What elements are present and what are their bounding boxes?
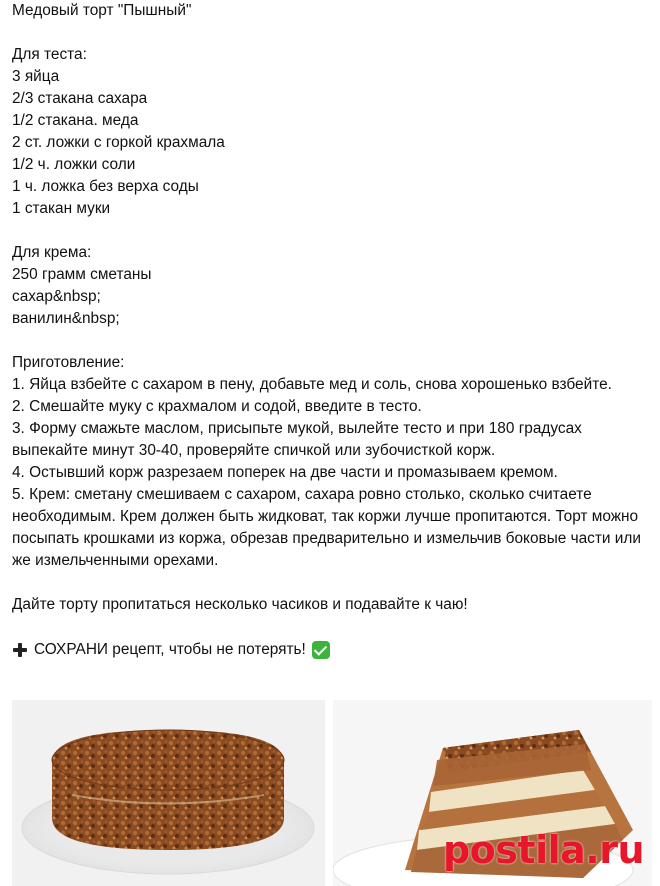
preparation-step: 2. Смешайте муку с крахмалом и содой, введите в тесто. [12, 398, 422, 415]
spacer [12, 22, 652, 44]
postila-watermark: postila.ru [442, 828, 644, 872]
check-mark-button-icon [312, 641, 330, 659]
preparation-step: 4. Остывший корж разрезаем поперек на две части и промазываем кремом. [12, 464, 558, 481]
ingredient-item: 1 ч. ложка без верха соды [12, 178, 199, 195]
ingredient-item: 1 стакан муки [12, 200, 111, 217]
ingredient-item: 1/2 ч. ложки соли [12, 156, 136, 173]
save-prompt-text: СОХРАНИ рецепт, чтобы не потерять! [34, 641, 306, 658]
closing-text: Дайте торту пропитаться несколько часиков и подавайте к чаю! [12, 596, 468, 613]
spacer [12, 220, 652, 242]
recipe-title: Медовый торт "Пышный" [12, 2, 192, 19]
cream-heading: Для крема: [12, 244, 92, 261]
cake-photo-whole[interactable] [12, 700, 325, 886]
dough-heading: Для теста: [12, 46, 87, 63]
recipe-post [12, 0, 652, 662]
ingredient-item: 250 грамм сметаны [12, 266, 152, 283]
preparation-step: 5. Крем: сметану смешиваем с сахаром, сахара ровно столько, сколько считаете необходимым. Крем должен быть жидковат, так коржи лучше пропитаются. Торт можно посыпать крошками из коржа, обрезав предварительно и измельчив боковые части или же измельченными орехами. [12, 486, 641, 569]
photo-gallery [12, 700, 652, 886]
preparation-step: 1. Яйца взбейте с сахаром в пену, добавьте мед и соль, снова хорошенько взбейте. [12, 376, 612, 393]
whole-cake-image [12, 700, 325, 886]
preparation-heading: Приготовление: [12, 354, 125, 371]
ingredient-item: 2/3 стакана сахара [12, 90, 148, 107]
ingredient-item: 2 ст. ложки с горкой крахмала [12, 134, 225, 151]
spacer [12, 572, 652, 594]
spacer [12, 616, 652, 638]
save-prompt [12, 638, 652, 662]
cake-photo-slice[interactable] [333, 700, 652, 886]
preparation-step: 3. Форму смажьте маслом, присыпьте мукой, вылейте тесто и при 180 градусах выпекайте минут 30-40, проверяйте спичкой или зубочисткой корж. [12, 420, 582, 459]
ingredient-item: ванилин&nbsp; [12, 310, 120, 327]
ingredient-item: 1/2 стакана. меда [12, 112, 139, 129]
ingredient-item: сахар&nbsp; [12, 288, 101, 305]
spacer [12, 330, 652, 352]
heavy-plus-icon [12, 642, 28, 658]
ingredient-item: 3 яйца [12, 68, 60, 85]
